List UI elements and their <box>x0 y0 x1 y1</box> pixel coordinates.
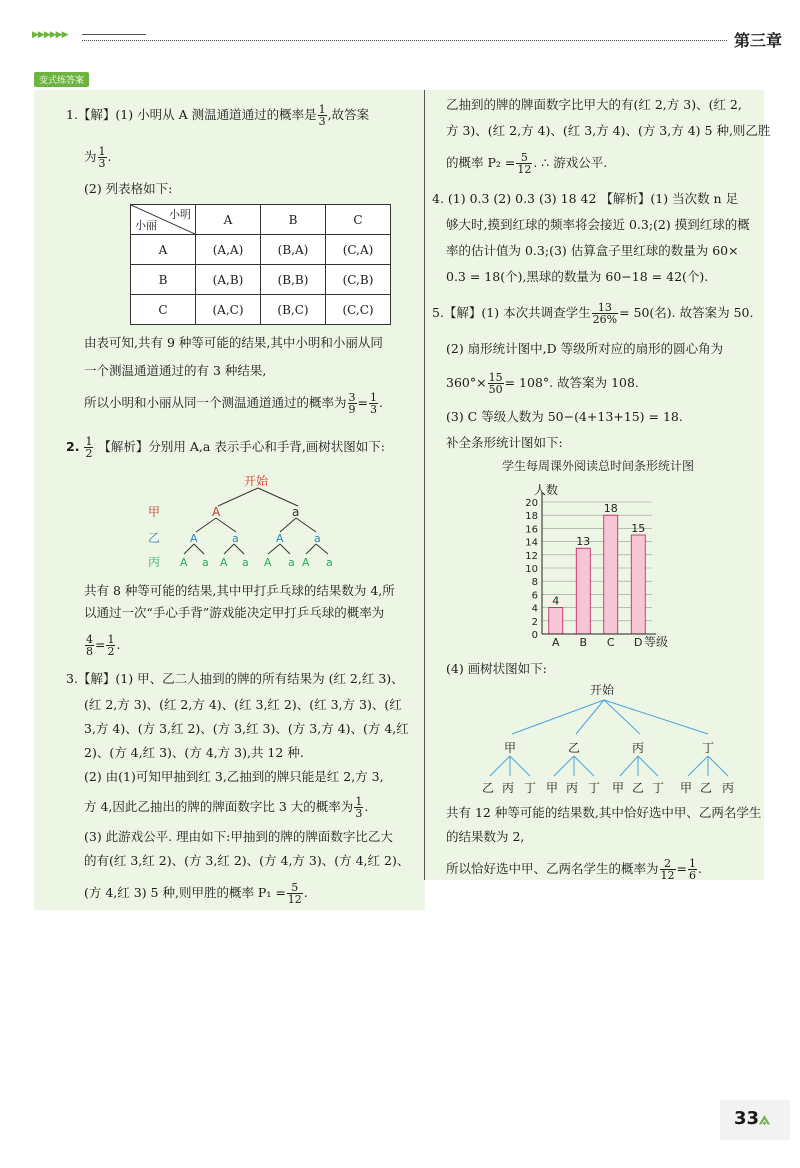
col-header: A <box>196 205 261 235</box>
table-cell: (B,C) <box>261 295 326 325</box>
q1-fraction-b <box>369 392 378 415</box>
q1-line1b: ,故答案 <box>327 107 370 122</box>
table-cell: (A,B) <box>196 265 261 295</box>
q5-a3b: . <box>698 861 702 876</box>
chart-data-label: 18 <box>603 502 618 516</box>
q5-fraction-b <box>688 858 697 881</box>
q1-f2n: 1 <box>370 391 377 404</box>
chart-title: 学生每周课外阅读总时间条形统计图 <box>501 459 695 473</box>
q3-l5: (2) 由(1)可知甲抽到红 3,乙抽到的牌只能是红 2,方 3, <box>84 769 384 784</box>
q3-l9b: . <box>303 885 308 900</box>
q1-after2: 一个测温通道通过的有 3 种结果, <box>84 363 267 378</box>
q1-prob-num: 1 <box>318 103 326 116</box>
q2-ans-num: 1 <box>85 435 93 448</box>
q5-l3d: 50 <box>488 383 503 396</box>
q5-l3n: 15 <box>488 371 503 384</box>
q5-tree-diagram <box>470 678 760 798</box>
q5-l2-node: 丙 <box>566 781 579 795</box>
q1-line1 <box>66 104 369 127</box>
q5-l1-node: 丙 <box>632 741 645 755</box>
chart-ytick-label: 20 <box>525 498 538 509</box>
table-row <box>131 235 391 265</box>
q2-l3-node: A <box>180 556 188 569</box>
r3-l3n: 5 <box>516 152 532 164</box>
chart-xtick-label: B <box>579 636 588 649</box>
q5-l3b: = 108°. 故答案为 108. <box>504 375 639 390</box>
q3-l9a: (方 4,红 3) 5 种,则甲胜的概率 P₁ = <box>84 885 286 900</box>
q4-l2: 够大时,摸到红球的频率将会接近 0.3;(2) 摸到红球的概 <box>446 217 750 232</box>
q2-after3 <box>84 634 120 657</box>
q5-l2-node: 丁 <box>588 781 601 795</box>
q3-l9d: 12 <box>287 893 302 906</box>
chart-bar <box>631 535 645 634</box>
q5-l2-node: 乙 <box>700 781 713 795</box>
q5-a1: 共有 12 种等可能的结果数,其中恰好选中甲、乙两名学生 <box>446 805 762 820</box>
page-number <box>734 1108 770 1129</box>
q2-f2d: 2 <box>107 645 115 658</box>
q5-f1d: 12 <box>660 869 675 882</box>
table-cell: (C,A) <box>326 235 391 265</box>
q1-line2b: . <box>107 149 112 164</box>
q1-line2a: 为 <box>84 149 97 164</box>
q2-l2-node: a <box>314 532 321 545</box>
q2-l3-node: a <box>242 556 249 569</box>
r3-fraction <box>516 152 532 175</box>
chart-ytick-label: 10 <box>525 564 538 575</box>
compass-icon: ⟑ <box>759 1108 770 1129</box>
q2-row-label-yi: 乙 <box>148 531 161 545</box>
col-header: C <box>326 205 391 235</box>
chart-ytick-label: 4 <box>531 603 538 615</box>
q5-l2-node: 甲 <box>546 781 559 795</box>
r3-l1: 乙抽到的牌的牌面数字比甲大的有(红 2,方 3)、(红 2, <box>446 97 742 112</box>
q5-l1d: 26% <box>592 313 618 326</box>
chart-xlabel: 等级 <box>644 635 669 649</box>
q2-f2n: 1 <box>107 633 115 646</box>
chart-data-label: 13 <box>576 535 591 549</box>
chart-bar <box>604 515 618 634</box>
table-row <box>131 265 391 295</box>
chart-xtick-label: C <box>606 636 615 649</box>
q3-l8: 的有(红 3,红 2)、(方 3,红 2)、(方 4,方 3)、(方 4,红 2)、 <box>84 853 410 868</box>
q3-l2: (红 2,方 3)、(红 2,方 4)、(红 3,红 2)、(红 3,方 3)、(红 <box>84 697 402 712</box>
q2-eq: = <box>95 637 106 652</box>
q1-answer-fraction <box>98 146 107 169</box>
r3-l3d: 12 <box>517 163 532 176</box>
q5-a3 <box>446 858 702 881</box>
q2-f1n: 4 <box>86 633 93 646</box>
q5-l3 <box>446 372 639 395</box>
table-cell: (C,B) <box>326 265 391 295</box>
q4-l1: 4. (1) 0.3 (2) 0.3 (3) 18 42 【解析】(1) 当次数 n 足 <box>432 191 739 206</box>
q2-end: . <box>116 637 121 652</box>
q2-tree-start: 开始 <box>244 474 269 488</box>
chart-xtick-label: D <box>634 636 643 649</box>
q1-after3 <box>84 392 383 415</box>
q1-f1n: 3 <box>348 391 356 404</box>
q5-l2-node: 丁 <box>652 781 665 795</box>
chart-data-label: 4 <box>552 594 560 608</box>
table-corner-cell <box>131 205 196 235</box>
q2-l1-node: a <box>292 505 300 519</box>
r3-l2: 方 3)、(红 2,方 4)、(红 3,方 4)、(方 3,方 4) 5 种,则乙胜 <box>446 123 771 138</box>
q3-l6a: 方 4,因此乙抽出的牌的牌面数字比 3 大的概率为 <box>84 799 354 814</box>
q5-a2: 的结果数为 2, <box>446 829 525 844</box>
q1-prob-fraction <box>318 104 327 127</box>
outcome-table <box>130 204 391 325</box>
row-header: B <box>131 265 196 295</box>
chart-ytick-label: 12 <box>525 550 538 562</box>
q3-l3: 3,方 4)、(方 3,红 2)、(方 3,红 3)、(方 3,方 4)、(方 4,红 <box>84 721 409 736</box>
header-arrow-icons: ▶▶▶▶▶▶ <box>32 30 68 40</box>
q2-l3-node: A <box>302 556 310 569</box>
row-header: C <box>131 295 196 325</box>
q1-after3a: 所以小明和小丽从同一个测温通道通过的概率为 <box>84 395 347 410</box>
q1-line2 <box>84 146 112 169</box>
r3-l3a: 的概率 P₂ = <box>446 155 516 170</box>
q3-l7: (3) 此游戏公平. 理由如下:甲抽到的牌的牌面数字比乙大 <box>84 829 393 844</box>
column-divider <box>424 90 425 880</box>
q1-line1a: 1.【解】(1) 小明从 A 测温通道通过的概率是 <box>66 107 317 122</box>
q5-l2-node: 丁 <box>524 781 537 795</box>
q5-l2-node: 丙 <box>722 781 735 795</box>
q3-l6n: 1 <box>355 795 363 808</box>
q2-row-label-jia: 甲 <box>148 505 161 519</box>
q2-after2: 以通过一次“手心手背”游戏能决定甲打乒乓球的概率为 <box>84 605 385 620</box>
q1-f1d: 9 <box>348 403 356 416</box>
chart-ytick-label: 0 <box>531 630 538 641</box>
q3-l6b: . <box>364 799 369 814</box>
q2-l3-node: a <box>202 556 209 569</box>
q5-f2d: 6 <box>689 869 696 882</box>
page-number-text: 33 <box>733 1108 760 1129</box>
q3-l1: 3.【解】(1) 甲、乙二人抽到的牌的所有结果为 (红 2,红 3)、 <box>66 671 404 686</box>
table-header-row <box>131 205 391 235</box>
table-cell: (B,B) <box>261 265 326 295</box>
chart-ytick-label: 8 <box>531 577 538 589</box>
q2-l2-node: A <box>190 532 198 545</box>
q1-fraction-a <box>348 392 357 415</box>
chart-data-label: 15 <box>631 522 646 535</box>
bar-chart <box>490 456 720 654</box>
q3-l4: 2)、(方 4,红 3)、(方 4,方 3),共 12 种. <box>84 745 304 760</box>
q5-l2-node: 丙 <box>502 781 515 795</box>
table-cell: (A,A) <box>196 235 261 265</box>
q5-fraction-a <box>660 858 676 881</box>
answer-badge: 变式练答案 <box>34 72 89 87</box>
table-cell: (C,C) <box>326 295 391 325</box>
header-rule <box>82 34 146 35</box>
chart-ytick-label: 2 <box>531 616 538 628</box>
q4-l3: 率的估计值为 0.3;(3) 估算盒子里红球的数量为 60× <box>446 243 739 258</box>
q1-ans-den: 3 <box>98 157 106 170</box>
q5-f1n: 2 <box>660 858 676 870</box>
q5-l2-node: 乙 <box>632 781 645 795</box>
q2-l1-node: A <box>212 505 221 519</box>
header-dotted-rule <box>82 40 727 41</box>
q5-l2-node: 甲 <box>612 781 625 795</box>
q5-tree-start: 开始 <box>590 683 615 697</box>
q2-l3-node: A <box>264 556 272 569</box>
q3-l9-fraction <box>287 882 303 905</box>
q5-l1-fraction <box>592 302 618 325</box>
q3-l6-fraction <box>354 796 363 819</box>
chart-bar <box>576 548 590 634</box>
q2-l3-node: a <box>326 556 333 569</box>
q2-tree-diagram <box>140 470 380 570</box>
chart-ytick-label: 16 <box>525 524 538 536</box>
col-header: B <box>261 205 326 235</box>
q5-l6: (4) 画树状图如下: <box>446 661 547 676</box>
q5-l1 <box>432 302 753 325</box>
r3-l3 <box>446 152 607 175</box>
q3-l6 <box>84 796 368 819</box>
chart-ytick-label: 18 <box>525 511 538 523</box>
q2-f1d: 8 <box>86 645 93 658</box>
q4-l4: 0.3 = 18(个),黑球的数量为 60−18 = 42(个). <box>446 269 709 284</box>
q5-l2: (2) 扇形统计图中,D 等级所对应的扇形的圆心角为 <box>446 341 724 356</box>
table-cell: (A,C) <box>196 295 261 325</box>
q5-l3-fraction <box>488 372 504 395</box>
q5-l1a: 5.【解】(1) 本次共调查学生 <box>432 305 591 320</box>
table-cell: (B,A) <box>261 235 326 265</box>
q2-l2-node: A <box>276 532 284 545</box>
chapter-title: 第三章 <box>733 31 782 50</box>
q2-l3-node: a <box>288 556 295 569</box>
chart-bar <box>549 608 563 634</box>
q2-row-label-bing: 丙 <box>148 555 161 569</box>
q5-eq: = <box>676 861 687 876</box>
q1-prob-den: 3 <box>318 115 326 128</box>
q5-l1-node: 甲 <box>504 741 517 755</box>
q2-l2-node: a <box>232 532 239 545</box>
q5-l2-node: 甲 <box>680 781 693 795</box>
q2-text: 【解析】分别用 A,a 表示手心和手背,画树状图如下: <box>98 439 386 454</box>
row-header: A <box>131 235 196 265</box>
q2-line1 <box>66 436 385 459</box>
q5-a3a: 所以恰好选中甲、乙两名学生的概率为 <box>446 861 659 876</box>
q5-l1n: 13 <box>592 302 618 314</box>
r3-l3b: . ∴ 游戏公平. <box>533 155 608 170</box>
q5-l5: 补全条形统计图如下: <box>446 435 563 450</box>
chart-ylabel: 人数 <box>534 483 559 497</box>
q3-l6d: 3 <box>355 807 363 820</box>
q5-l1-node: 丁 <box>702 741 715 755</box>
q1-f2d: 3 <box>370 403 377 416</box>
q2-ans-den: 2 <box>85 447 93 460</box>
q5-l3a: 360°× <box>446 375 487 390</box>
corner-bottom-label: 小丽 <box>135 219 157 232</box>
q5-f2n: 1 <box>689 857 696 870</box>
q5-l1-node: 乙 <box>568 741 581 755</box>
chart-ytick-label: 14 <box>525 537 538 549</box>
q2-answer-fraction <box>84 436 93 459</box>
q1-eq: = <box>357 395 368 410</box>
q5-l4: (3) C 等级人数为 50−(4+13+15) = 18. <box>446 409 683 424</box>
q3-l9n: 5 <box>287 882 303 894</box>
q1-ans-num: 1 <box>98 145 106 158</box>
q5-l2-node: 乙 <box>482 781 495 795</box>
table-row <box>131 295 391 325</box>
chart-ytick-label: 6 <box>531 590 538 602</box>
q2-number: 2. <box>66 439 80 454</box>
corner-top-label: 小明 <box>169 208 191 221</box>
q2-fraction-a <box>85 634 94 657</box>
chart-xtick-label: A <box>551 636 560 649</box>
q2-after1: 共有 8 种等可能的结果,其中甲打乒乓球的结果数为 4,所 <box>84 583 395 598</box>
q1-after3b: . <box>379 395 383 410</box>
q2-l3-node: A <box>220 556 228 569</box>
q1-after1: 由表可知,共有 9 种等可能的结果,其中小明和小丽从同 <box>84 335 383 350</box>
q2-fraction-b <box>106 634 115 657</box>
q3-l9 <box>84 882 308 905</box>
q5-l1b: = 50(名). 故答案为 50. <box>619 305 754 320</box>
q1-line3: (2) 列表格如下: <box>84 181 173 196</box>
